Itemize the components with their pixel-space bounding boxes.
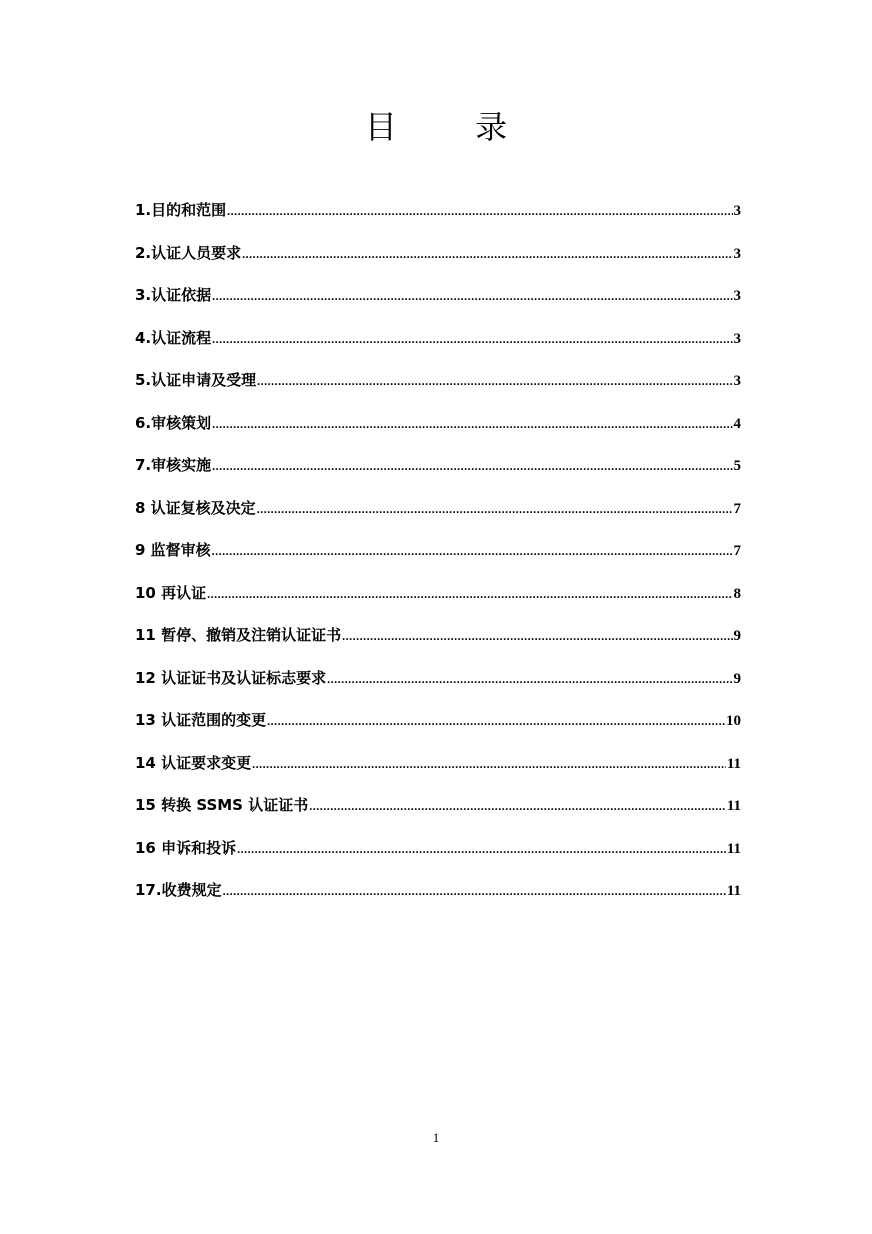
toc-entry-page: 4: [733, 415, 741, 432]
toc-entry-label: 3.认证依据: [135, 286, 212, 304]
toc-entry-page: 3: [733, 203, 741, 219]
toc-entry-label: 14 认证要求变更: [135, 753, 252, 772]
toc-entry-label: 6.审核策划: [135, 413, 212, 432]
toc-entry-page: 5: [733, 458, 741, 474]
dot-leader: [242, 247, 732, 262]
dot-leader: [257, 374, 732, 389]
table-of-contents: [135, 199, 741, 922]
toc-entry[interactable]: [135, 497, 741, 540]
dot-leader: [212, 289, 732, 304]
toc-entry[interactable]: [135, 709, 741, 752]
toc-title: 目 录: [364, 108, 542, 146]
toc-entry[interactable]: [135, 624, 741, 667]
toc-entry-page: 9: [733, 628, 741, 644]
toc-entry-label: 4.认证流程: [135, 328, 212, 347]
dot-leader: [309, 799, 726, 814]
toc-entry-label: 10 再认证: [135, 583, 207, 602]
toc-entry[interactable]: [135, 667, 741, 710]
toc-entry[interactable]: [135, 412, 741, 455]
dot-leader: [212, 332, 732, 347]
toc-entry-page: 11: [726, 883, 741, 899]
toc-entry[interactable]: [135, 752, 741, 795]
toc-entry-page: 3: [733, 288, 741, 304]
dot-leader: [252, 757, 726, 772]
toc-entry-label: 9 监督审核: [135, 541, 211, 559]
dot-leader: [212, 459, 732, 474]
dot-leader: [223, 884, 726, 899]
toc-entry[interactable]: [135, 879, 741, 922]
toc-entry-label: 8 认证复核及决定: [135, 498, 256, 517]
dot-leader: [207, 587, 732, 602]
dot-leader: [257, 502, 733, 517]
toc-entry[interactable]: [135, 794, 741, 837]
toc-entry[interactable]: [135, 327, 741, 370]
toc-entry[interactable]: [135, 284, 741, 327]
toc-entry[interactable]: [135, 837, 741, 880]
toc-entry-page: 7: [733, 500, 741, 517]
toc-entry-label: 1.目的和范围: [135, 201, 227, 219]
toc-entry[interactable]: [135, 199, 741, 242]
toc-entry[interactable]: [135, 454, 741, 497]
toc-entry-label: 15 转换 SSMS 认证证书: [135, 796, 309, 814]
toc-entry-label: 2.认证人员要求: [135, 243, 242, 262]
dot-leader: [227, 204, 732, 219]
toc-entry-label: 16 申诉和投诉: [135, 838, 237, 857]
toc-entry-label: 13 认证范围的变更: [135, 711, 267, 729]
toc-entry-page: 3: [733, 373, 741, 389]
toc-entry-page: 3: [733, 330, 741, 347]
dot-leader: [237, 842, 726, 857]
dot-leader: [212, 417, 732, 432]
toc-entry-page: 11: [726, 755, 741, 772]
dot-leader: [342, 629, 732, 644]
toc-entry-page: 8: [733, 585, 741, 602]
toc-entry-label: 12 认证证书及认证标志要求: [135, 668, 327, 687]
toc-entry[interactable]: [135, 242, 741, 285]
toc-entry-page: 10: [726, 713, 741, 729]
dot-leader: [267, 714, 725, 729]
toc-entry-label: 7.审核实施: [135, 456, 212, 474]
toc-entry-page: 9: [733, 670, 741, 687]
page-number: 1: [432, 1130, 440, 1145]
toc-entry-page: 3: [733, 245, 741, 262]
toc-entry-label: 5.认证申请及受理: [135, 371, 257, 389]
toc-entry[interactable]: [135, 369, 741, 412]
dot-leader: [327, 672, 732, 687]
toc-entry-page: 7: [733, 543, 741, 559]
toc-entry-label: 17.收费规定: [135, 881, 222, 899]
toc-entry[interactable]: [135, 539, 741, 582]
toc-entry-page: 11: [726, 840, 741, 857]
dot-leader: [212, 544, 733, 559]
toc-entry[interactable]: [135, 582, 741, 625]
toc-entry-label: 11 暂停、撤销及注销认证证书: [135, 626, 342, 644]
toc-entry-page: 11: [726, 798, 741, 814]
